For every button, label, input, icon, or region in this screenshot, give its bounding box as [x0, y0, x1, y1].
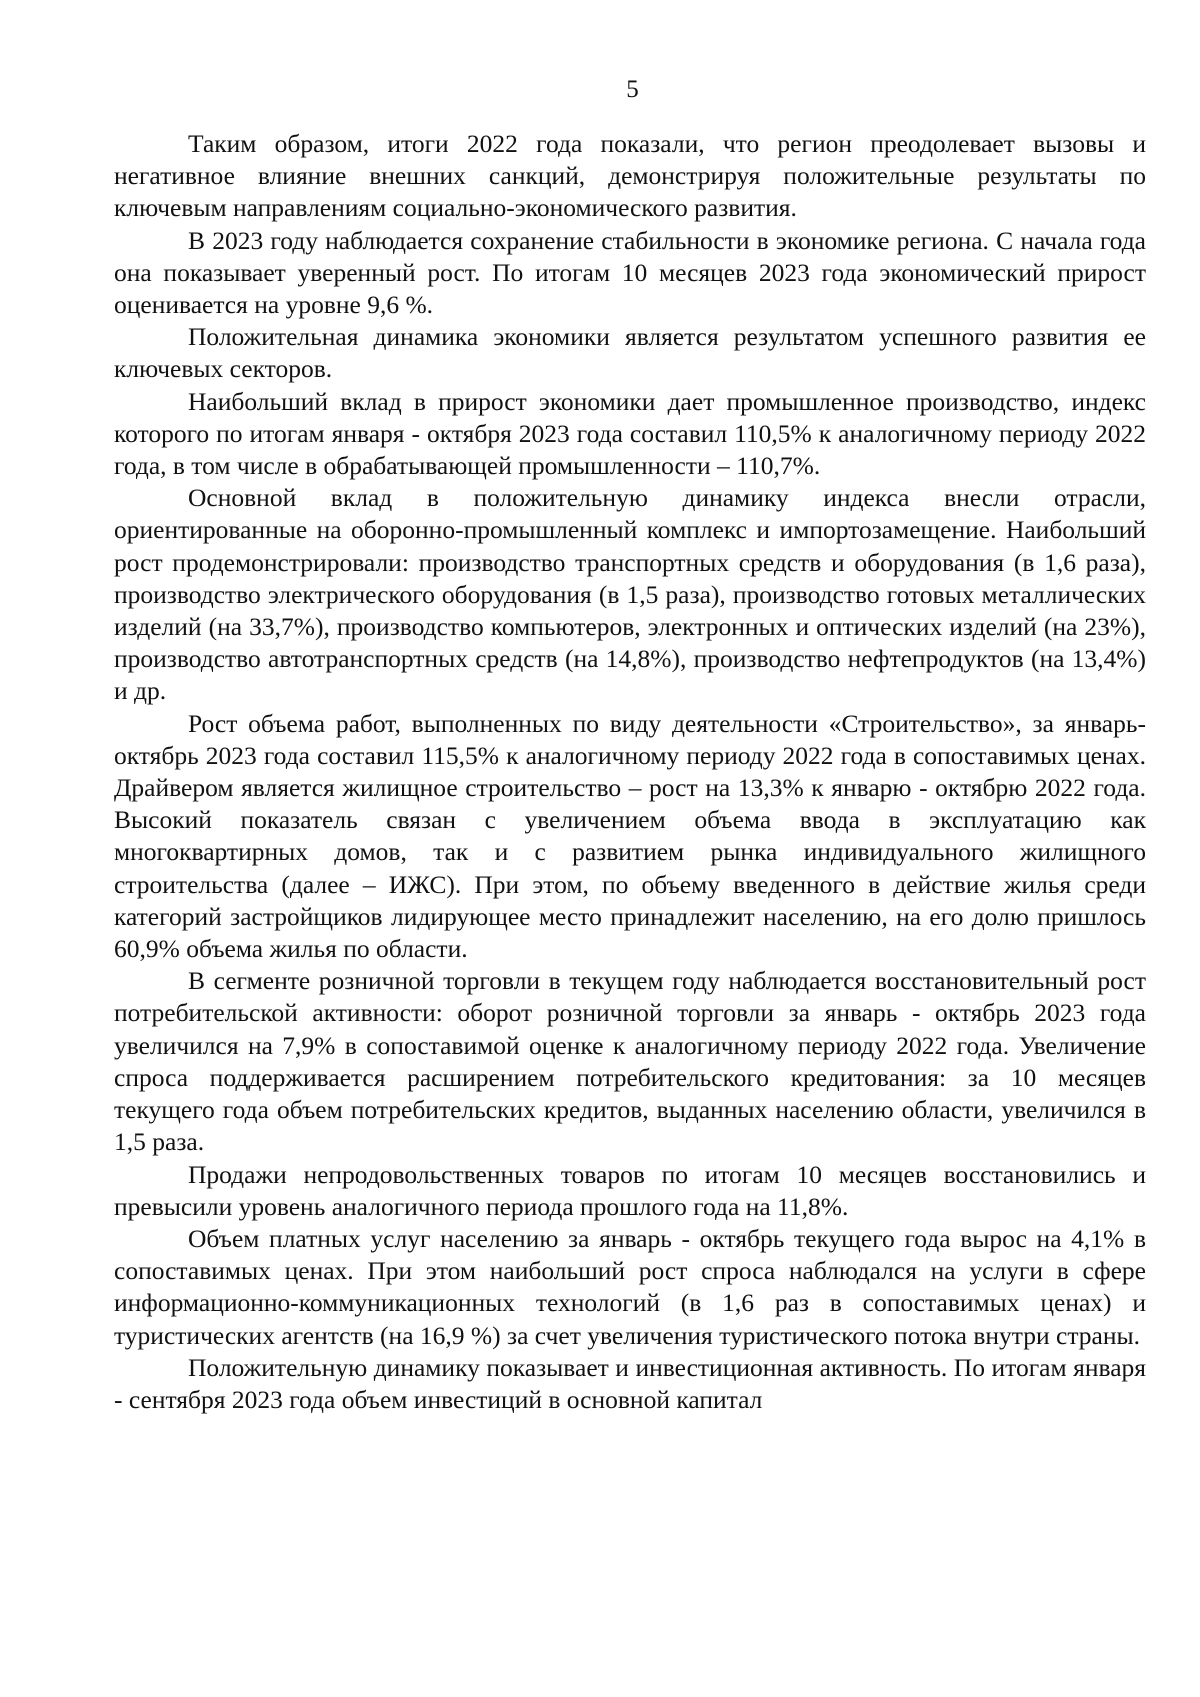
document-body: [114, 128, 1146, 1416]
paragraph-paid-services: Объем платных услуг населению за январь - октябрь текущего года вырос на 4,1% в сопоставимых ценах. При этом наибольший рост спроса наблюдался на услуги в сфере информационно-коммуникационных технологий (в 1,6 раз в сопоставимых ценах) и туристических агентств (на 16,9 %) за счет увеличения туристического потока внутри страны.: [114, 1223, 1146, 1350]
paragraph-positive-dynamics: Положительная динамика экономики является результатом успешного развития ее ключевых секторов.: [114, 322, 1146, 384]
paragraph-investment-activity: Положительную динамику показывает и инвестиционная активность. По итогам января - сентября 2023 года объем инвестиций в основной капитал: [114, 1352, 1146, 1414]
paragraph-2022-summary: Таким образом, итоги 2022 года показали, что регион преодолевает вызовы и негативное влияние внешних санкций, демонстрируя положительные результаты по ключевым направлениям социально-экономического развития.: [114, 129, 1146, 223]
paragraph-industrial-production: Наибольший вклад в прирост экономики дает промышленное производство, индекс которого по итогам января - октября 2023 года составил 110,5% к аналогичному периоду 2022 года, в том числе в обрабатывающей промышленности – 110,7%.: [114, 386, 1146, 481]
paragraph-retail-trade: В сегменте розничной торговли в текущем году наблюдается восстановительный рост потребительской активности: оборот розничной торговли за январь - октябрь 2023 года увеличился на 7,9% в сопоставимой оценке к аналогичному периоду 2022 года. Увеличение спроса поддерживается расширением потребительского кредитования: за 10 месяцев текущего года объем потребительских кредитов, выданных населению области, увеличился в 1,5 раза.: [114, 966, 1146, 1157]
paragraph-non-food-sales: Продажи непродовольственных товаров по итогам 10 месяцев восстановились и превысили уровень аналогичного периода прошлого года на 11,8%.: [114, 1159, 1146, 1221]
page-number: 5: [626, 76, 639, 103]
paragraph-construction: Рост объема работ, выполненных по виду деятельности «Строительство», за январь-октябрь 2023 года составил 115,5% к аналогичному периоду 2022 года в сопоставимых ценах. Драйвером является жилищное строительство – рост на 13,3% к январю - октябрю 2022 года. Высокий показатель связан с увеличением объема ввода в эксплуатацию как многоквартирных домов, так и с развитием рынка индивидуального жилищного строительства (далее – ИЖС). При этом, по объему введенного в действие жилья среди категорий застройщиков лидирующее место принадлежит населению, на его долю пришлось 60,9% объема жилья по области.: [114, 708, 1146, 964]
paragraph-industry-growth: Основной вклад в положительную динамику индекса внесли отрасли, ориентированные на оборонно-промышленный комплекс и импортозамещение. Наибольший рост продемонстрировали: производство транспортных средств и оборудования (в 1,6 раза), производство электрического оборудования (в 1,5 раза), производство готовых металлических изделий (на 33,7%), производство компьютеров, электронных и оптических изделий (на 23%), производство автотранспортных средств (на 14,8%), производство нефтепродуктов (на 13,4%) и др.: [114, 483, 1146, 706]
paragraph-2023-stability: В 2023 году наблюдается сохранение стабильности в экономике региона. С начала года она показывает уверенный рост. По итогам 10 месяцев 2023 года экономический прирост оценивается на уровне 9,6 %.: [114, 225, 1146, 320]
